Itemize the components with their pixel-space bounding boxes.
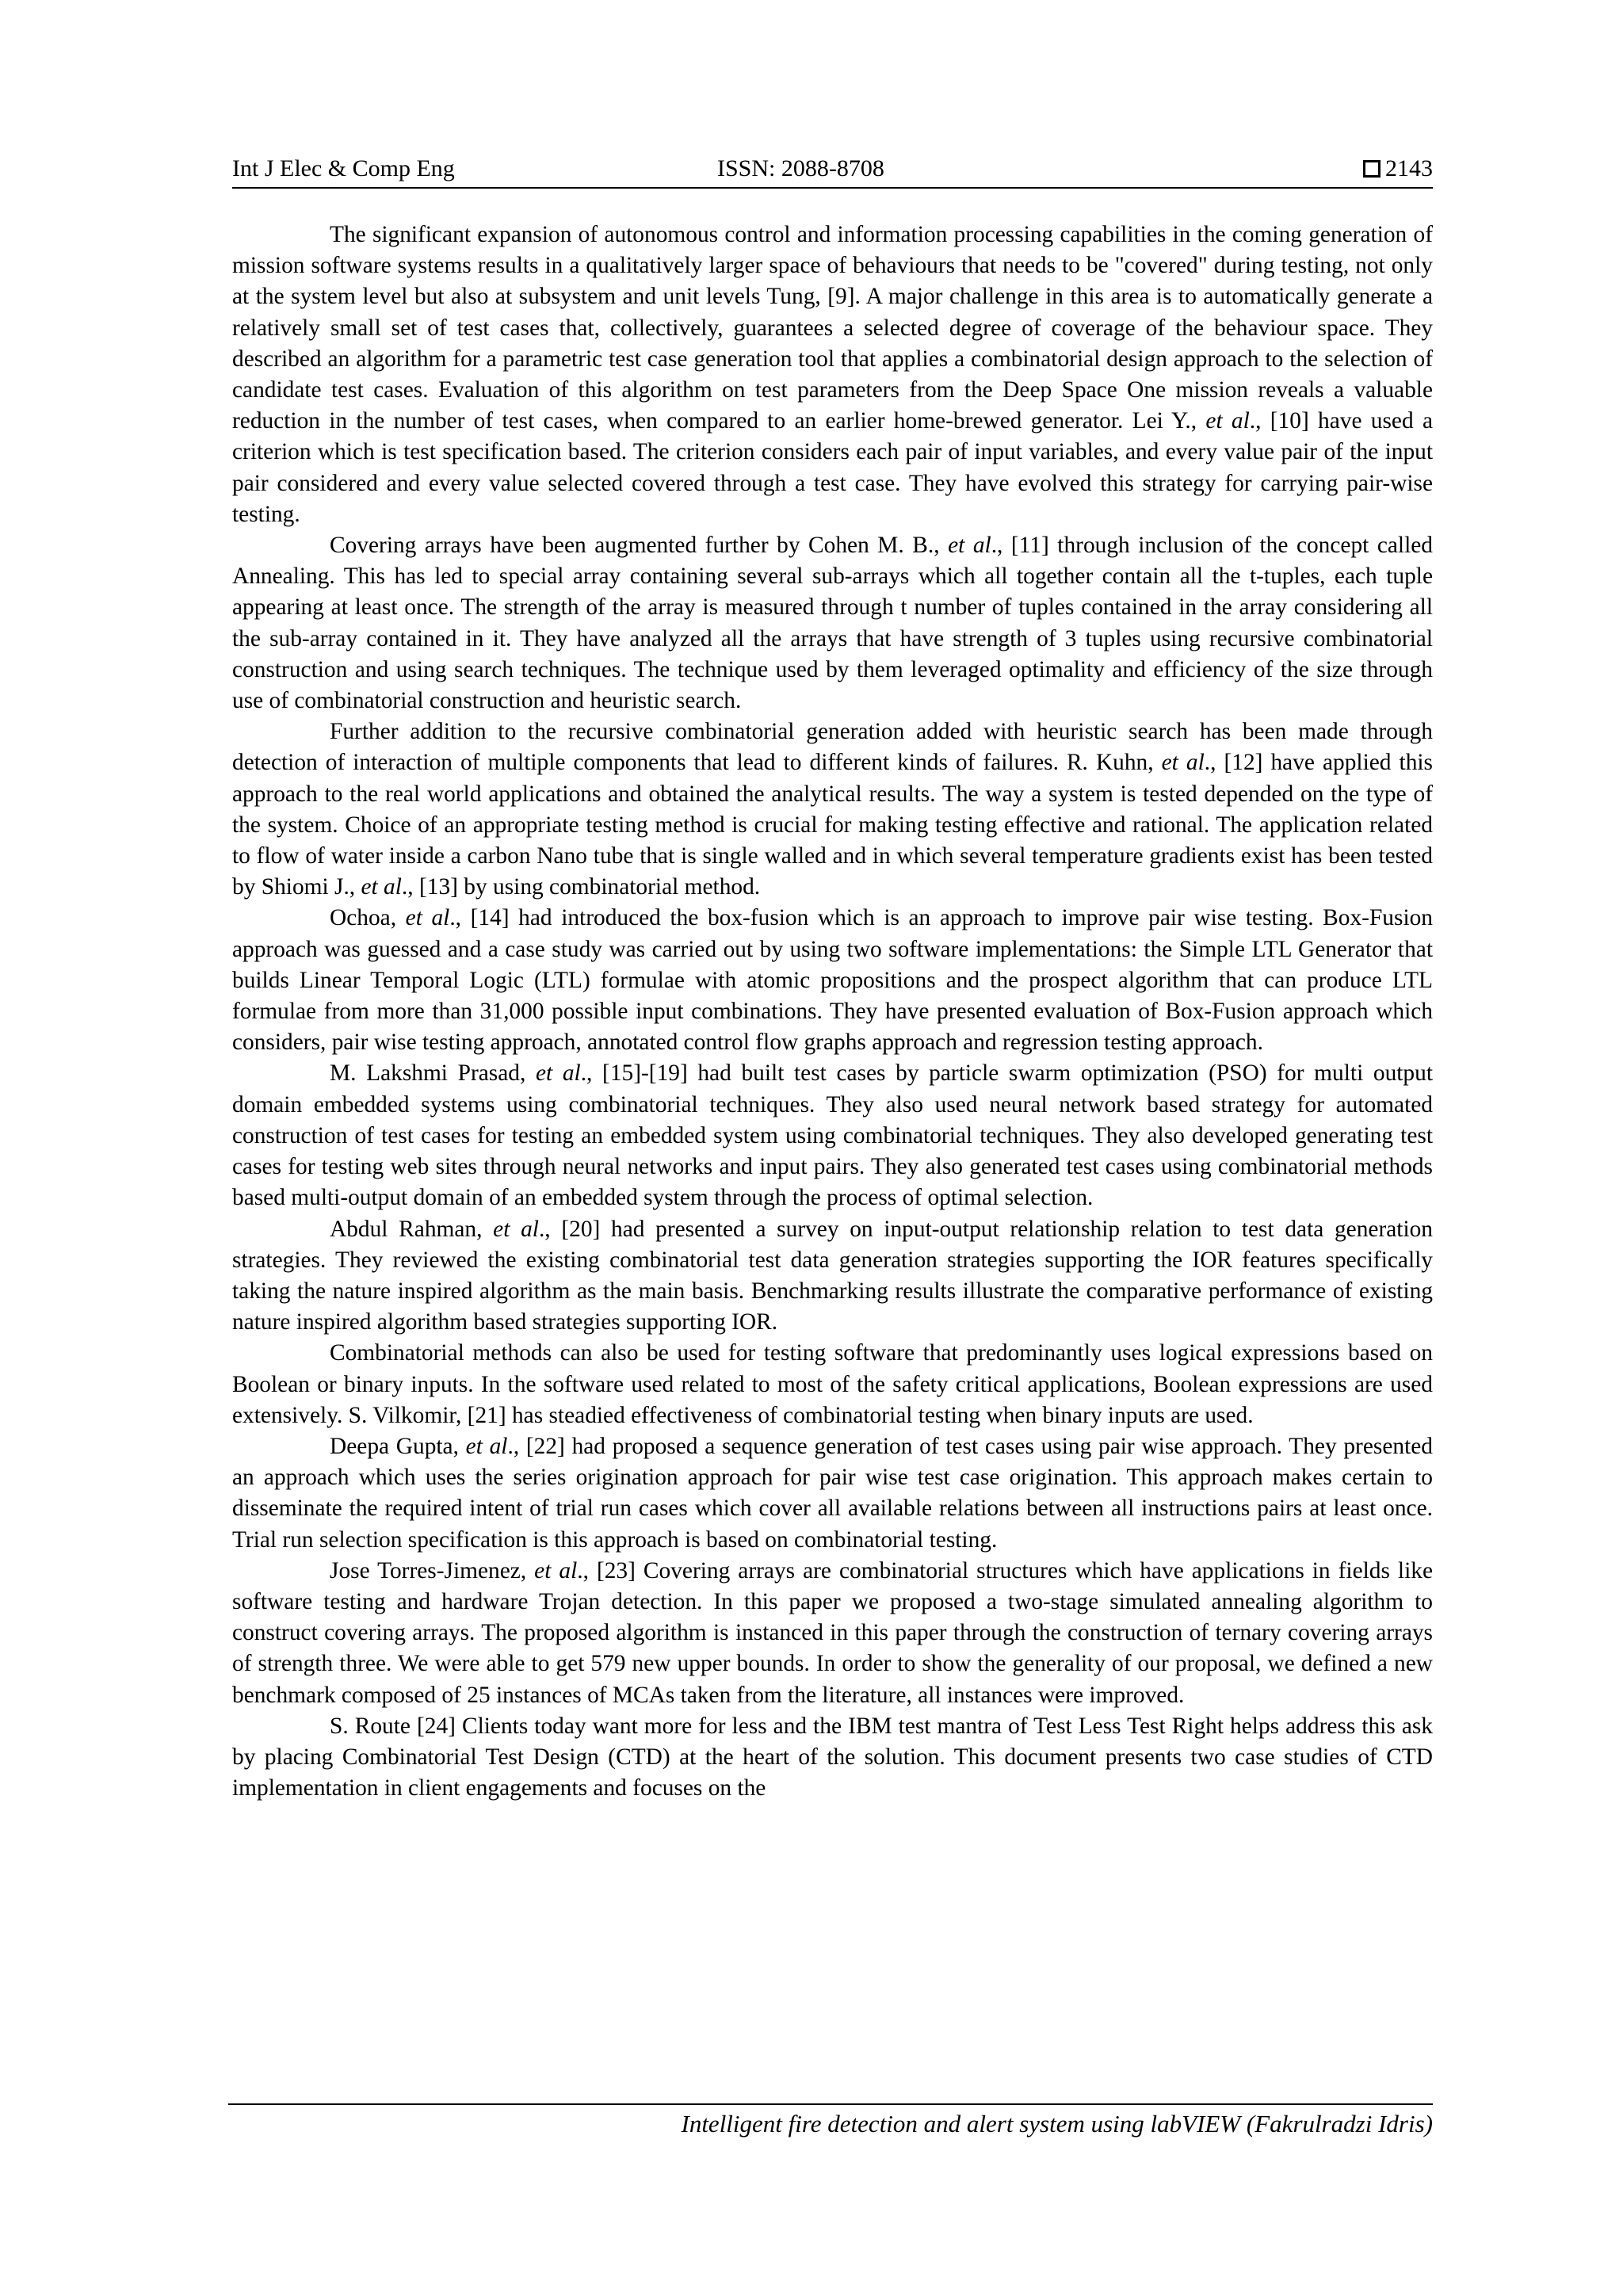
paragraph	[232, 1556, 1433, 1711]
paragraph	[232, 1711, 1433, 1805]
paragraph	[232, 903, 1433, 1058]
italic-text: et al	[405, 905, 450, 931]
italic-text: et al	[493, 1216, 539, 1242]
text-run: ., [10] have used a criterion which is test specification based. The criterion considers each pair of input variables, and every value pair of the input pair considered and every value selected covered through a test case. They have evolved this strategy for carrying pair-wise testing.	[232, 408, 1433, 527]
italic-text: et al	[1205, 408, 1250, 434]
italic-text: et al	[465, 1433, 508, 1459]
text-run: ., [12] have applied this approach to the real world applications and obtained the analytical results. The way a system is tested depended on the type of the system. Choice of an appropriate testing method is crucial for making testing effective and rational. The application related to flow of water inside a carbon Nano tube that is single walled and in which several temperature gradients exist has been tested by Shiomi J.,	[232, 750, 1433, 900]
text-run: Jose Torres-Jimenez,	[330, 1557, 535, 1584]
italic-text: et al	[534, 1557, 578, 1584]
paragraph	[232, 1338, 1433, 1431]
running-header	[232, 155, 1433, 187]
issn: ISSN: 2088-8708	[717, 155, 884, 181]
text-run: Deepa Gupta,	[330, 1433, 466, 1459]
italic-text: et al	[948, 533, 991, 559]
text-run: ., [13] by using combinatorial method.	[401, 874, 761, 900]
body-text	[232, 220, 1433, 1804]
text-run: ., [14] had introduced the box-fusion which is an approach to improve pair wise testing. Box-Fusion approach was guessed and a case study was carried out by using two software implementations: the Simple LTL Generator that builds Linear Temporal Logic (LTL) formulae with atomic propositions and the prospect algorithm that can produce LTL formulae from more than 31,000 possible input combinations. They have presented evaluation of Box-Fusion approach which considers, pair wise testing approach, annotated control flow graphs approach and regression testing approach.	[232, 905, 1433, 1056]
text-run: Ochoa,	[330, 905, 406, 931]
paragraph	[232, 716, 1433, 903]
page-number: 2143	[1385, 155, 1433, 181]
italic-text: et al	[1161, 750, 1205, 776]
running-footer-title: Intelligent fire detection and alert system using labVIEW (Fakrulradzi Idris)	[681, 2110, 1433, 2137]
text-run: ., [20] had presented a survey on input-output relationship relation to test data generation strategies. They reviewed the existing combinatorial test data generation strategies supporting the IOR features specifically taking the nature inspired algorithm as the main basis. Benchmarking results illustrate the comparative performance of existing nature inspired algorithm based strategies supporting IOR.	[232, 1216, 1434, 1335]
text-run: Covering arrays have been augmented further by Cohen M. B.,	[330, 533, 949, 559]
text-run: ., [11] through inclusion of the concept called Annealing. This has led to special array containing several sub-arrays which all together contain all the t-tuples, each tuple appearing at least once. The strength of the array is measured through t number of tuples contained in the array considering all the sub-array contained in it. They have analyzed all the arrays that have strength of 3 tuples using recursive combinatorial construction and using search techniques. The technique used by them leveraged optimality and efficiency of the size through use of combinatorial construction and heuristic search.	[232, 533, 1434, 714]
italic-text: et al	[535, 1060, 581, 1087]
square-bullet-icon	[1363, 160, 1381, 178]
text-run: S. Route [24] Clients today want more for less and the IBM test mantra of Test Less Test Right helps address this ask by placing Combinatorial Test Design (CTD) at the heart of the solution. This document presents two case studies of CTD implementation in client engagements and focuses on the	[232, 1713, 1433, 1801]
footer-rule	[228, 2103, 1433, 2105]
text-run: Abdul Rahman,	[330, 1216, 494, 1242]
paragraph	[232, 1431, 1433, 1556]
text-run: ., [15]-[19] had built test cases by particle swarm optimization (PSO) for multi output domain embedded systems using combinatorial techniques. They also used neural network based strategy for automated construction of test cases for testing an embedded system using combinatorial techniques. They also developed generating test cases for testing web sites through neural networks and input pairs. They also generated test cases using combinatorial methods based multi-output domain of an embedded system through the process of optimal selection.	[232, 1060, 1433, 1211]
paragraph	[232, 530, 1433, 716]
paragraph	[232, 1214, 1433, 1339]
paragraph	[232, 1058, 1433, 1213]
header-rule	[232, 187, 1433, 189]
journal-name: Int J Elec & Comp Eng	[232, 155, 455, 181]
text-run: ., [22] had proposed a sequence generation of test cases using pair wise approach. They presented an approach which uses the series origination approach for pair wise test case origination. This approach makes certain to disseminate the required intent of trial run cases which cover all available relations between all instructions pairs at least once. Trial run selection specification is this approach is based on combinatorial testing.	[232, 1433, 1433, 1553]
text-run: Combinatorial methods can also be used for testing software that predominantly uses logical expressions based on Boolean or binary inputs. In the software used related to most of the safety critical applications, Boolean expressions are used extensively. S. Vilkomir, [21] has steadied effectiveness of combinatorial testing when binary inputs are used.	[232, 1340, 1433, 1428]
text-run: M. Lakshmi Prasad,	[330, 1060, 536, 1087]
text-run: ., [23] Covering arrays are combinatorial structures which have applications in fields like software testing and hardware Trojan detection. In this paper we proposed a two-stage simulated annealing algorithm to construct covering arrays. The proposed algorithm is instanced in this paper through the construction of ternary covering arrays of strength three. We were able to get 579 new upper bounds. In order to show the generality of our proposal, we defined a new benchmark composed of 25 instances of MCAs taken from the literature, all instances were improved.	[232, 1557, 1433, 1708]
text-run: Further addition to the recursive combinatorial generation added with heuristic search has been made through detection of interaction of multiple components that lead to different kinds of failures. R. Kuhn,	[232, 719, 1433, 776]
paragraph	[232, 220, 1433, 530]
text-run: The significant expansion of autonomous control and information processing capabilities in the coming generation of mission software systems results in a qualitatively larger space of behaviours that needs to be "covered" during testing, not only at the system level but also at subsystem and unit levels Tung, [9]. A major challenge in this area is to automatically generate a relatively small set of test cases that, collectively, guarantees a selected degree of coverage of the behaviour space. They described an algorithm for a parametric test case generation tool that applies a combinatorial design approach to the selection of candidate test cases. Evaluation of this algorithm on test parameters from the Deep Space One mission reveals a valuable reduction in the number of test cases, when compared to an earlier home-brewed generator. Lei Y.,	[232, 222, 1433, 434]
italic-text: et al	[361, 874, 402, 900]
